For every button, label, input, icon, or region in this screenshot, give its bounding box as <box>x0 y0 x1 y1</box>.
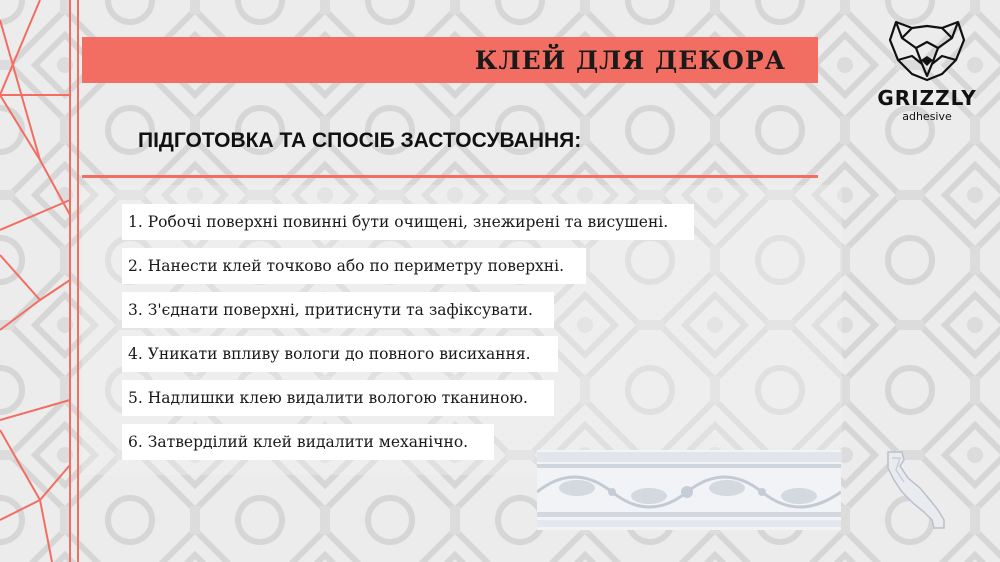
slide-title: КЛЕЙ ДЛЯ ДЕКОРА <box>474 46 786 75</box>
section-heading-colon: : <box>574 129 582 152</box>
section-heading-text: ПІДГОТОВКА ТА СПОСІБ ЗАСТОСУВАННЯ <box>138 129 575 152</box>
grizzly-logo <box>872 14 982 124</box>
divider <box>82 175 818 178</box>
list-item: 3. З'єднати поверхні, притиснути та зафіксувати. <box>128 301 533 319</box>
list-item: 2. Нанести клей точково або по периметру поверхні. <box>128 257 565 275</box>
title-banner <box>82 37 818 83</box>
list-item: 5. Надлишки клею видалити вологою тканиною. <box>128 389 528 407</box>
logo-tagline: adhesive <box>902 110 952 123</box>
list-item: 1. Робочі поверхні повинні бути очищені, знежирені та висушені. <box>128 213 669 231</box>
bear-head-logo-icon <box>872 14 982 86</box>
list-item: 4. Уникати впливу вологи до повного висихання. <box>128 345 531 363</box>
decorative-lines <box>0 0 90 562</box>
cornice-molding-image <box>537 450 841 530</box>
list-item: 6. Затверділий клей видалити механічно. <box>128 433 469 451</box>
molding-profile-image <box>878 448 954 530</box>
logo-wordmark: GRIZZLY <box>877 86 977 110</box>
section-heading <box>138 129 581 153</box>
